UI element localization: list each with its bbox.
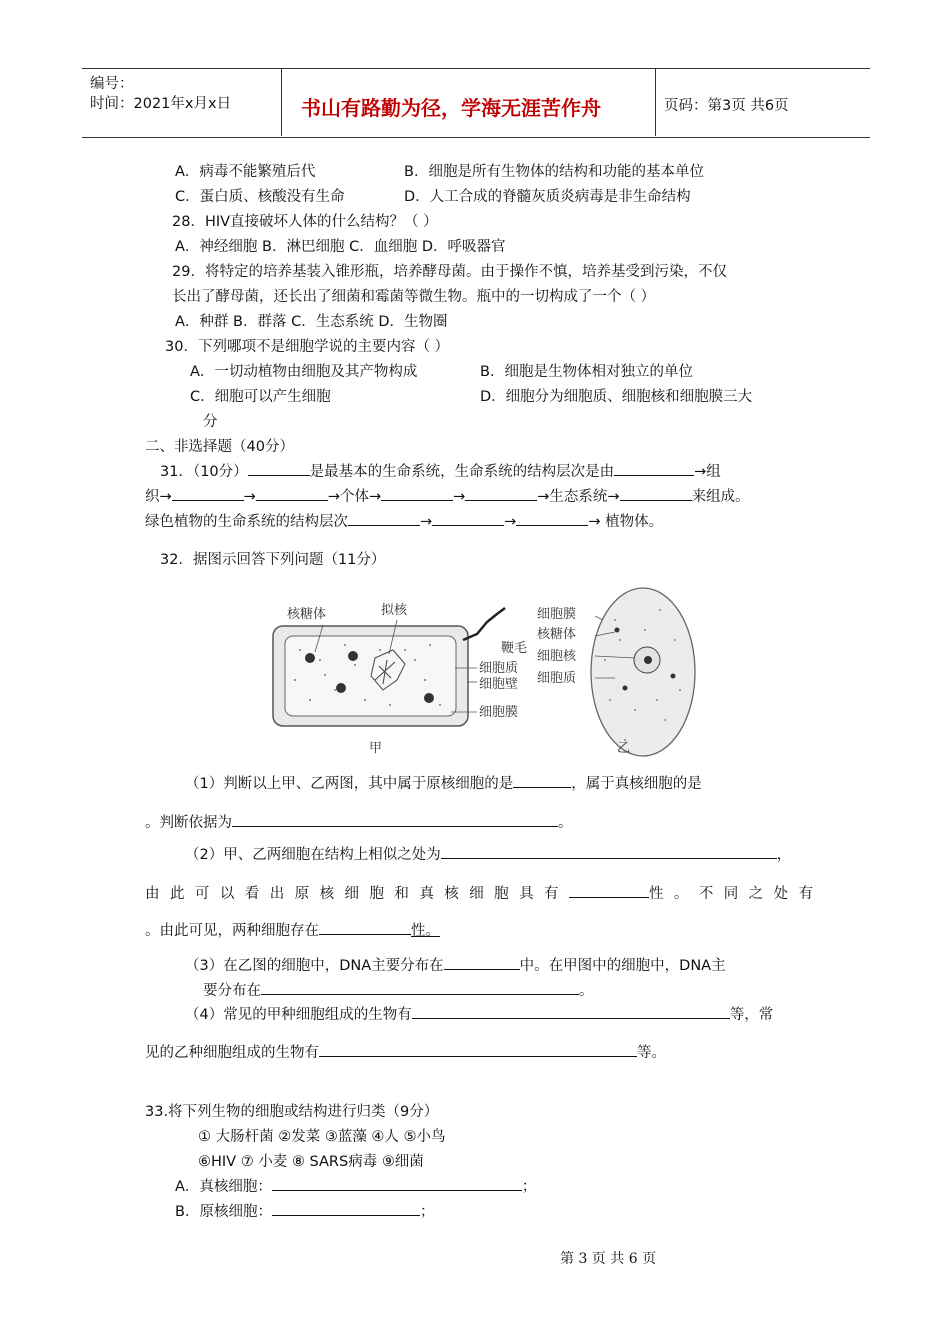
q33-items-row1: ① 大肠杆菌 ②发菜 ③蓝藻 ④人 ⑤小鸟 <box>198 1129 446 1145</box>
q33-b: B．原核细胞： ； <box>175 1200 434 1221</box>
q29-line1: 29．将特定的培养基装入锥形瓶，培养酵母菌。由于操作不慎，培养基受到污染，不仅 <box>172 264 727 280</box>
blank[interactable] <box>432 511 504 526</box>
blank[interactable] <box>444 955 520 970</box>
ribosome <box>305 653 315 663</box>
caption-yi: 乙 <box>617 741 631 756</box>
q32-s3-line2: 要分布在 。 <box>203 979 594 1000</box>
q27-option-b: B．细胞是所有生物体的结构和功能的基本单位 <box>404 164 704 180</box>
header-divider <box>281 68 282 136</box>
motto: 书山有路勤为径，学海无涯苦作舟 <box>301 96 601 120</box>
ribosome <box>623 686 628 691</box>
prokaryote-diagram <box>273 602 527 756</box>
q31-line3: 绿色植物的生命系统的结构层次 → → → 植物体。 <box>145 510 663 531</box>
time-label: 时间：2021年x月x日 <box>90 96 232 112</box>
ribosome <box>671 674 676 679</box>
blank[interactable] <box>614 461 694 476</box>
ribosome <box>424 693 434 703</box>
cell-figure <box>265 580 705 760</box>
label-membrane: 细胞膜 <box>537 607 577 622</box>
label-ribosome: 核糖体 <box>537 627 577 642</box>
q29-line2: 长出了酵母菌，还长出了细菌和霉菌等微生物。瓶中的一切构成了一个（ ） <box>172 289 656 305</box>
flagellum <box>463 608 505 640</box>
label-flagellum: 鞭毛 <box>501 641 528 656</box>
q30-option-d: D．细胞分为细胞质、细胞核和细胞膜三大 <box>480 389 753 405</box>
q31-line2: 织→ → →个体→ → →生态系统→ 来组成。 <box>145 485 750 506</box>
number-label: 编号： <box>90 76 134 92</box>
q30-option-d-cont: 分 <box>203 414 218 430</box>
q31-label: 31．（10分） <box>160 464 248 480</box>
blank[interactable] <box>412 1004 730 1019</box>
blank[interactable] <box>381 486 453 501</box>
q32-s2-line1: （2）甲、乙两细胞在结构上相似之处为 ， <box>185 843 791 864</box>
blank[interactable] <box>465 486 537 501</box>
q32-s2-line2: 由此可以看出原核细胞和真核细胞具有 性。不同之处有 <box>145 882 824 903</box>
blank[interactable] <box>516 511 588 526</box>
label-cytoplasm: 细胞质 <box>537 671 577 686</box>
q32-s4-line2: 见的乙种细胞组成的生物有 等。 <box>145 1041 666 1062</box>
q30-stem: 30．下列哪项不是细胞学说的主要内容（ ） <box>165 339 450 355</box>
blank[interactable] <box>319 920 411 935</box>
blank[interactable] <box>256 486 328 501</box>
label-cytoplasm: 细胞质 <box>479 661 519 676</box>
q32-stem: 32．据图示回答下列问题（11分） <box>160 552 386 568</box>
label-nucleoid: 拟核 <box>381 603 408 618</box>
blank[interactable] <box>248 461 310 476</box>
q33-a: A．真核细胞： ； <box>175 1175 536 1196</box>
label-membrane: 细胞膜 <box>479 705 519 720</box>
q30-option-c: C．细胞可以产生细胞 <box>190 389 331 405</box>
blank[interactable] <box>172 486 244 501</box>
blank[interactable] <box>569 883 649 898</box>
q27-option-c: C．蛋白质、核酸没有生命 <box>175 189 345 205</box>
q32-s1-line1: （1）判断以上甲、乙两图，其中属于原核细胞的是 ，属于真核细胞的是 <box>185 772 702 793</box>
q28-options: A．神经细胞 B．淋巴细胞 C．血细胞 D．呼吸器官 <box>175 239 506 255</box>
blank[interactable] <box>620 486 692 501</box>
blank[interactable] <box>319 1042 637 1057</box>
q28-stem: 28．HIV直接破坏人体的什么结构？（ ） <box>172 214 438 230</box>
q27-option-d: D．人工合成的脊髓灰质炎病毒是非生命结构 <box>404 189 691 205</box>
q27-option-a: A．病毒不能繁殖后代 <box>175 164 316 180</box>
label-nucleus: 细胞核 <box>537 649 577 664</box>
q33-items-row2: ⑥HIV ⑦ 小麦 ⑧ SARS病毒 ⑨细菌 <box>198 1154 424 1170</box>
blank[interactable] <box>441 844 777 859</box>
ribosome <box>615 628 620 633</box>
q33-stem: 33.将下列生物的细胞或结构进行归类（9分） <box>145 1104 439 1120</box>
section-title: 二、非选择题（40分） <box>145 439 294 455</box>
q29-options: A．种群 B．群落 C．生态系统 D．生物圈 <box>175 314 448 330</box>
q32-s2-line3: 。由此可见，两种细胞存在 性。 <box>145 919 440 940</box>
caption-jia: 甲 <box>369 741 383 756</box>
blank[interactable] <box>348 511 420 526</box>
ribosome <box>348 651 358 661</box>
q32-s3-line1: （3）在乙图的细胞中，DNA主要分布在 中。在甲图中的细胞中，DNA主 <box>185 954 726 975</box>
ribosome <box>336 683 346 693</box>
label-ribosome: 核糖体 <box>287 607 327 622</box>
q31-line1: 31．（10分） 是最基本的生命系统，生命系统的结构层次是由 →组 <box>160 460 721 481</box>
page-footer: 第 3 页 共 6 页 <box>560 1251 657 1267</box>
blank[interactable] <box>272 1201 420 1216</box>
q30-option-a: A．一切动植物由细胞及其产物构成 <box>190 364 418 380</box>
page-label: 页码：第3页 共6页 <box>664 98 789 114</box>
nucleolus <box>644 656 652 664</box>
q32-s4-line1: （4）常见的甲种细胞组成的生物有 等，常 <box>185 1003 773 1024</box>
label-cell-wall: 细胞壁 <box>479 677 519 692</box>
header-divider <box>655 68 656 136</box>
blank[interactable] <box>232 812 558 827</box>
q30-option-b: B．细胞是生物体相对独立的单位 <box>480 364 693 380</box>
eukaryote-diagram <box>537 588 695 756</box>
q32-s1-line2: 。判断依据为 。 <box>145 811 573 832</box>
blank[interactable] <box>261 980 579 995</box>
blank[interactable] <box>513 773 571 788</box>
blank[interactable] <box>272 1176 522 1191</box>
